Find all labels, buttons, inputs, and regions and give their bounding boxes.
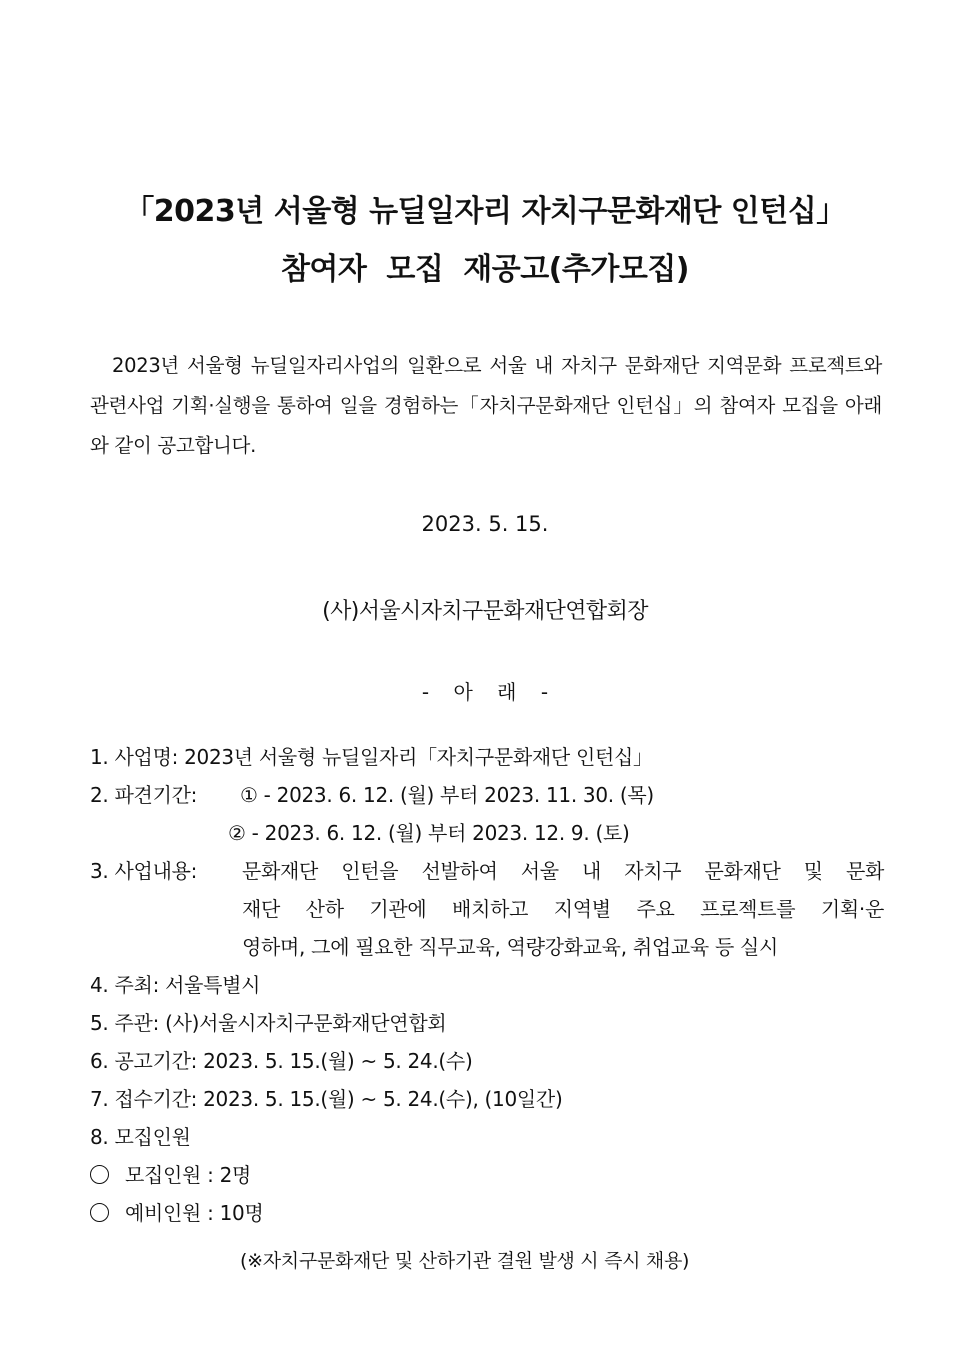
item-project-content-2 [90,890,890,928]
item-project-name: 1. 사업명: 2023년 서울형 뉴딜일자리「자치구문화재단 인턴십」 [90,745,653,769]
item-project-content-3 [90,928,890,966]
hiring-note: (※자치구문화재단 및 산하기관 결원 발생 시 즉시 채용) [240,1250,690,1272]
circle-bullet-icon [90,1203,109,1222]
item-list [90,738,890,1232]
dispatch-period-1: ① - 2023. 6. 12. (월) 부터 2023. 11. 30. (목) [240,783,654,807]
item-dispatch-period-2 [90,814,890,852]
organization-name: (사)서울시자치구문화재단연합회장 [322,599,648,624]
below-marker: - 아 래 - [421,680,549,704]
project-content-line-2: 재단 산하 기관에 배치하고 지역별 주요 프로젝트를 기획·운 [242,897,884,921]
title-line-1: 「2023년 서울형 뉴딜일자리 자치구문화재단 인턴십」 [124,194,846,229]
title-line-2: 참여자 모집 재공고(추가모집) [280,252,690,287]
item-application-period: 7. 접수기간: 2023. 5. 15.(월) ~ 5. 24.(수), (10일간) [90,1087,563,1111]
item-organizer: 5. 주관: (사)서울시자치구문화재단연합회 [90,1011,447,1035]
project-content-line-1: 문화재단 인턴을 선발하여 서울 내 자치구 문화재단 및 문화 [242,859,884,883]
dispatch-period-2: ② - 2023. 6. 12. (월) 부터 2023. 12. 9. (토) [228,821,630,845]
circle-bullet-icon [90,1165,109,1184]
recruit-count-line: 모집인원 : 2명 [90,1156,890,1194]
reserve-count-line: 예비인원 : 10명 [90,1194,890,1232]
item-dispatch-period: 2. 파견기간: ① - 2023. 6. 12. (월) 부터 2023. 11. 30. (목) [90,776,890,814]
item-project-content: 3. 사업내용: 문화재단 인턴을 선발하여 서울 내 자치구 문화재단 및 문화 [90,852,890,890]
announcement-date: 2023. 5. 15. [421,512,549,536]
item-announcement-period: 6. 공고기간: 2023. 5. 15.(월) ~ 5. 24.(수) [90,1049,473,1073]
item-recruit-count: 8. 모집인원 [90,1125,191,1149]
intro-paragraph: 2023년 서울형 뉴딜일자리사업의 일환으로 서울 내 자치구 문화재단 지역문화 프로젝트와 관련사업 기획·실행을 통하여 일을 경험하는「자치구문화재단 인턴십」의 참여자 모집을 아래와 같이 공고합니다. [90,354,882,457]
project-content-line-3: 영하며, 그에 필요한 직무교육, 역량강화교육, 취업교육 등 실시 [242,935,779,959]
item-host: 4. 주최: 서울특별시 [90,973,261,997]
